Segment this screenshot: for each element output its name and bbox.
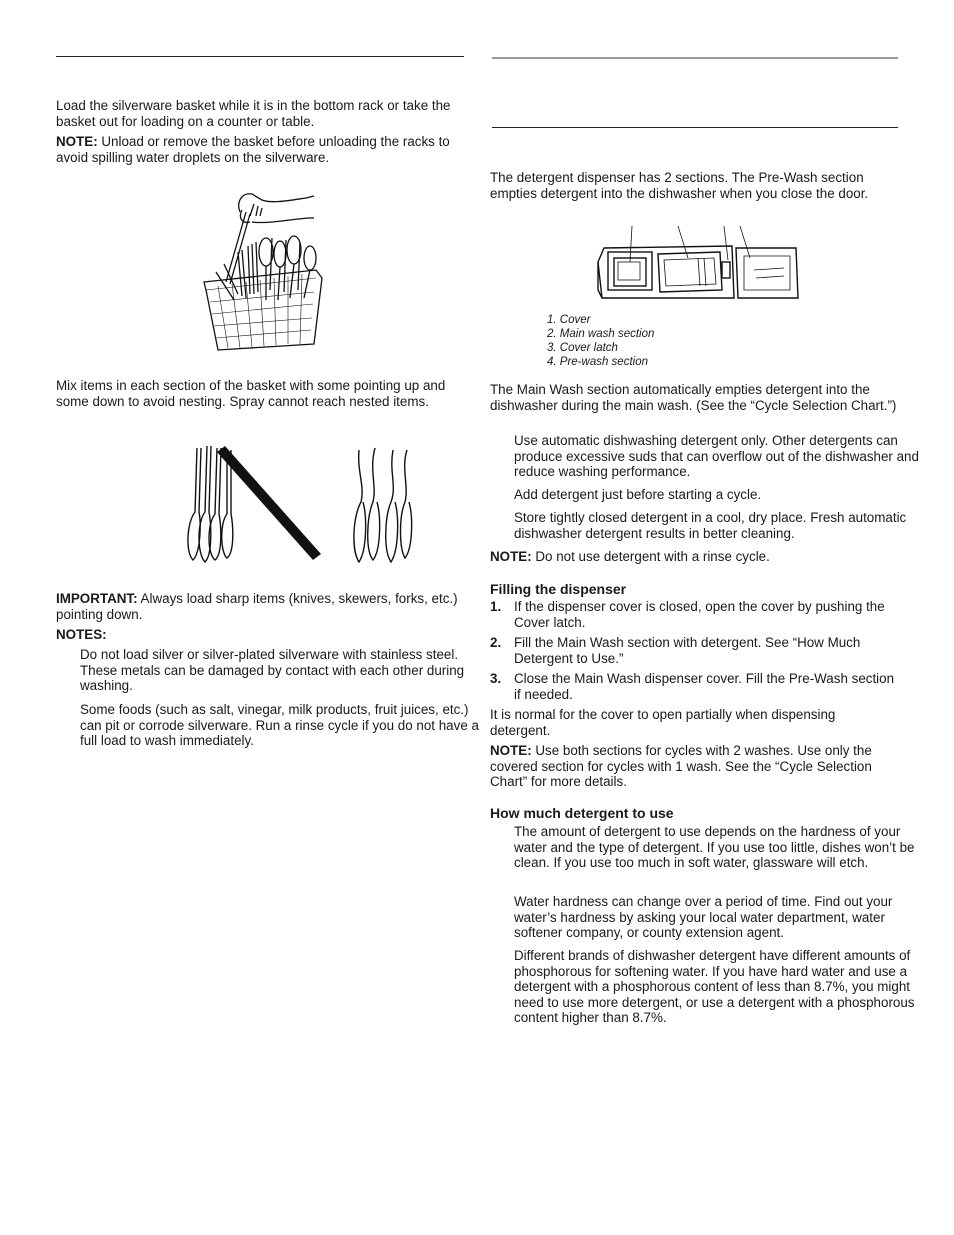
bullet-add-detergent: Add detergent just before starting a cycle. bbox=[514, 487, 762, 502]
basket-intro: Load the silverware basket while it is in the bottom rack or take the basket out for loading on a counter or table. bbox=[56, 98, 451, 129]
section-rule bbox=[56, 56, 464, 57]
note-label: NOTE: bbox=[56, 134, 98, 149]
heading-how-much-detergent: How much detergent to use bbox=[490, 805, 674, 821]
step-text: If the dispenser cover is closed, open the cover by pushing the Cover latch. bbox=[514, 599, 885, 630]
nesting-spoons-illustration bbox=[161, 442, 421, 566]
note-label: NOTE: bbox=[490, 743, 532, 758]
note-text: Use both sections for cycles with 2 washes. Use only the covered section for cycles with 1 wash. See the “Cycle Selection Chart” for more details. bbox=[490, 743, 872, 790]
detergent-dispenser-illustration bbox=[594, 222, 802, 304]
note-text: Do not use detergent with a rinse cycle. bbox=[531, 549, 770, 564]
section-rule bbox=[492, 127, 898, 128]
important-label: IMPORTANT: bbox=[56, 591, 138, 606]
step-number: 3. bbox=[490, 671, 502, 686]
dispenser-intro: The detergent dispenser has 2 sections. The Pre-Wash section empties detergent into the dishwasher when you close the door. bbox=[490, 170, 869, 201]
silverware-basket-illustration bbox=[196, 182, 381, 357]
callout-cover-latch: 3. Cover latch bbox=[547, 342, 618, 354]
step-1 bbox=[490, 599, 898, 630]
note-rinse-cycle bbox=[490, 549, 898, 565]
notes-label: NOTES: bbox=[56, 627, 107, 642]
note-both-sections bbox=[490, 743, 898, 790]
callout-cover: 1. Cover bbox=[547, 314, 591, 326]
step-3 bbox=[490, 671, 898, 702]
note-text: Unload or remove the basket before unloading the racks to avoid spilling water droplets on the silverware. bbox=[56, 134, 450, 165]
step-text: Close the Main Wash dispenser cover. Fill the Pre-Wash section if needed. bbox=[514, 671, 895, 702]
important-sharp-items bbox=[56, 591, 464, 622]
bullet-auto-detergent: Use automatic dishwashing detergent only. Other detergents can produce excessive suds that can overflow out of the dishwasher and reduce washing performance. bbox=[514, 433, 919, 480]
step-number: 1. bbox=[490, 599, 502, 614]
note-unload bbox=[56, 134, 464, 165]
callout-pre-wash: 4. Pre-wash section bbox=[547, 356, 648, 368]
dispenser-callouts bbox=[547, 313, 847, 369]
note-silver-steel: Do not load silver or silver-plated silverware with stainless steel. These metals can be damaged by contact with each other during washing. bbox=[80, 647, 465, 694]
note-label: NOTE: bbox=[490, 549, 532, 564]
cover-partial-open-text: It is normal for the cover to open partially when dispensing detergent. bbox=[490, 707, 836, 738]
callout-main-wash: 2. Main wash section bbox=[547, 328, 655, 340]
section-rule-top bbox=[492, 57, 898, 59]
how-much-water-hardness: The amount of detergent to use depends on the hardness of your water and the type of detergent. If you use too little, dishes won’t be clean. If you use too much in soft water, glassware will etch. bbox=[514, 824, 915, 871]
step-text: Fill the Main Wash section with detergent. See “How Much Detergent to Use.” bbox=[514, 635, 861, 666]
mix-items-text: Mix items in each section of the basket with some pointing up and some down to avoid nesting. Spray cannot reach nested items. bbox=[56, 378, 446, 409]
step-number: 2. bbox=[490, 635, 502, 650]
step-2 bbox=[490, 635, 898, 666]
heading-filling-dispenser: Filling the dispenser bbox=[490, 581, 627, 597]
bullet-store-detergent: Store tightly closed detergent in a cool, dry place. Fresh automatic dishwasher detergent results in better cleaning. bbox=[514, 510, 907, 541]
main-wash-text: The Main Wash section automatically empties detergent into the dishwasher during the main wash. (See the “Cycle Selection Chart.”) bbox=[490, 382, 897, 413]
how-much-phosphorous: Different brands of dishwasher detergent have different amounts of phosphorous for softening water. If you have hard water and use a detergent with a phosphorous content of less than 8.7%, you might need to use more detergent, or use a detergent with a phosphorous content higher than 8.7%. bbox=[514, 948, 915, 1026]
important-text: Always load sharp items (knives, skewers, forks, etc.) pointing down. bbox=[56, 591, 458, 622]
note-foods-corrode: Some foods (such as salt, vinegar, milk products, fruit juices, etc.) can pit or corrode silverware. Run a rinse cycle if you do not have a full load to wash immediately. bbox=[80, 702, 479, 749]
how-much-find-hardness: Water hardness can change over a period of time. Find out your water’s hardness by asking your local water department, water softener company, or county extension agent. bbox=[514, 894, 893, 941]
